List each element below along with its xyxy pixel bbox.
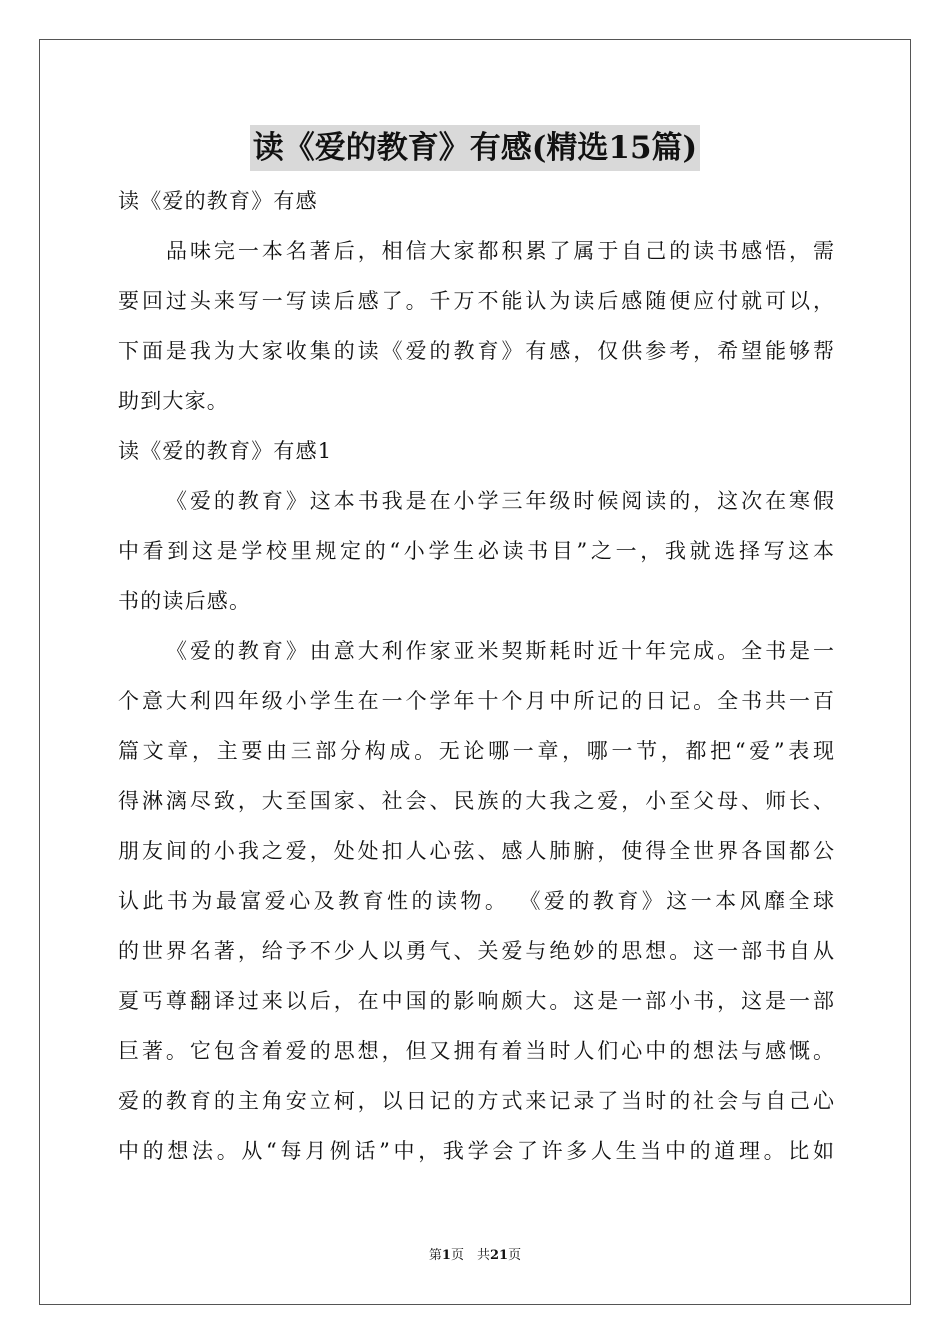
document-body bbox=[118, 176, 834, 1176]
paragraph-line: 夏丐尊翻译过来以后，在中国的影响颇大。这是一部小书，这是一部 bbox=[118, 989, 834, 1013]
paragraph-line: 品味完一本名著后，相信大家都积累了属于自己的读书感悟，需 bbox=[166, 239, 834, 263]
paragraph-line: 朋友间的小我之爱，处处扣人心弦、感人肺腑，使得全世界各国都公 bbox=[118, 839, 834, 863]
paragraph-line: 下面是我为大家收集的读《爱的教育》有感，仅供参考，希望能够帮 bbox=[118, 339, 834, 363]
paragraph-line: 书的读后感。 bbox=[118, 589, 252, 613]
footer-total-pages: 21 bbox=[489, 1248, 509, 1263]
paragraph-line: 得淋漓尽致，大至国家、社会、民族的大我之爱，小至父母、师长、 bbox=[118, 789, 834, 813]
footer-suffix: 页 bbox=[508, 1248, 522, 1263]
paragraph-line: 中的想法。从“每月例话”中，我学会了许多人生当中的道理。比如 bbox=[118, 1139, 834, 1163]
paragraph-line: 要回过头来写一写读后感了。千万不能认为读后感随便应付就可以， bbox=[118, 289, 834, 313]
paragraph-line: 篇文章，主要由三部分构成。无论哪一章，哪一节，都把“爱”表现 bbox=[118, 739, 834, 763]
footer-page-number: 1 bbox=[441, 1248, 451, 1263]
section-heading: 读《爱的教育》有感1 bbox=[118, 439, 333, 463]
paragraph-line: 巨著。它包含着爱的思想，但又拥有着当时人们心中的想法与感慨。 bbox=[118, 1039, 834, 1063]
footer-mid: 页 共 bbox=[450, 1248, 490, 1263]
paragraph-line: 个意大利四年级小学生在一个学年十个月中所记的日记。全书共一百 bbox=[118, 689, 834, 713]
paragraph-line: 的世界名著，给予不少人以勇气、关爱与绝妙的思想。这一部书自从 bbox=[118, 939, 834, 963]
section-heading: 读《爱的教育》有感 bbox=[118, 189, 318, 213]
document-title: 读《爱的教育》有感(精选15篇) bbox=[250, 125, 700, 171]
paragraph-line: 爱的教育的主角安立柯，以日记的方式来记录了当时的社会与自己心 bbox=[118, 1089, 834, 1113]
paragraph-line: 《爱的教育》这本书我是在小学三年级时候阅读的，这次在寒假 bbox=[166, 489, 834, 513]
paragraph-line: 认此书为最富爱心及教育性的读物。 《爱的教育》这一本风靡全球 bbox=[118, 889, 834, 913]
paragraph-line: 中看到这是学校里规定的“小学生必读书目”之一，我就选择写这本 bbox=[118, 539, 834, 563]
footer-prefix: 第 bbox=[428, 1248, 442, 1263]
page-footer bbox=[0, 1246, 950, 1266]
paragraph-line: 《爱的教育》由意大利作家亚米契斯耗时近十年完成。全书是一 bbox=[166, 639, 834, 663]
paragraph-line: 助到大家。 bbox=[118, 389, 229, 413]
title-block bbox=[0, 125, 950, 171]
